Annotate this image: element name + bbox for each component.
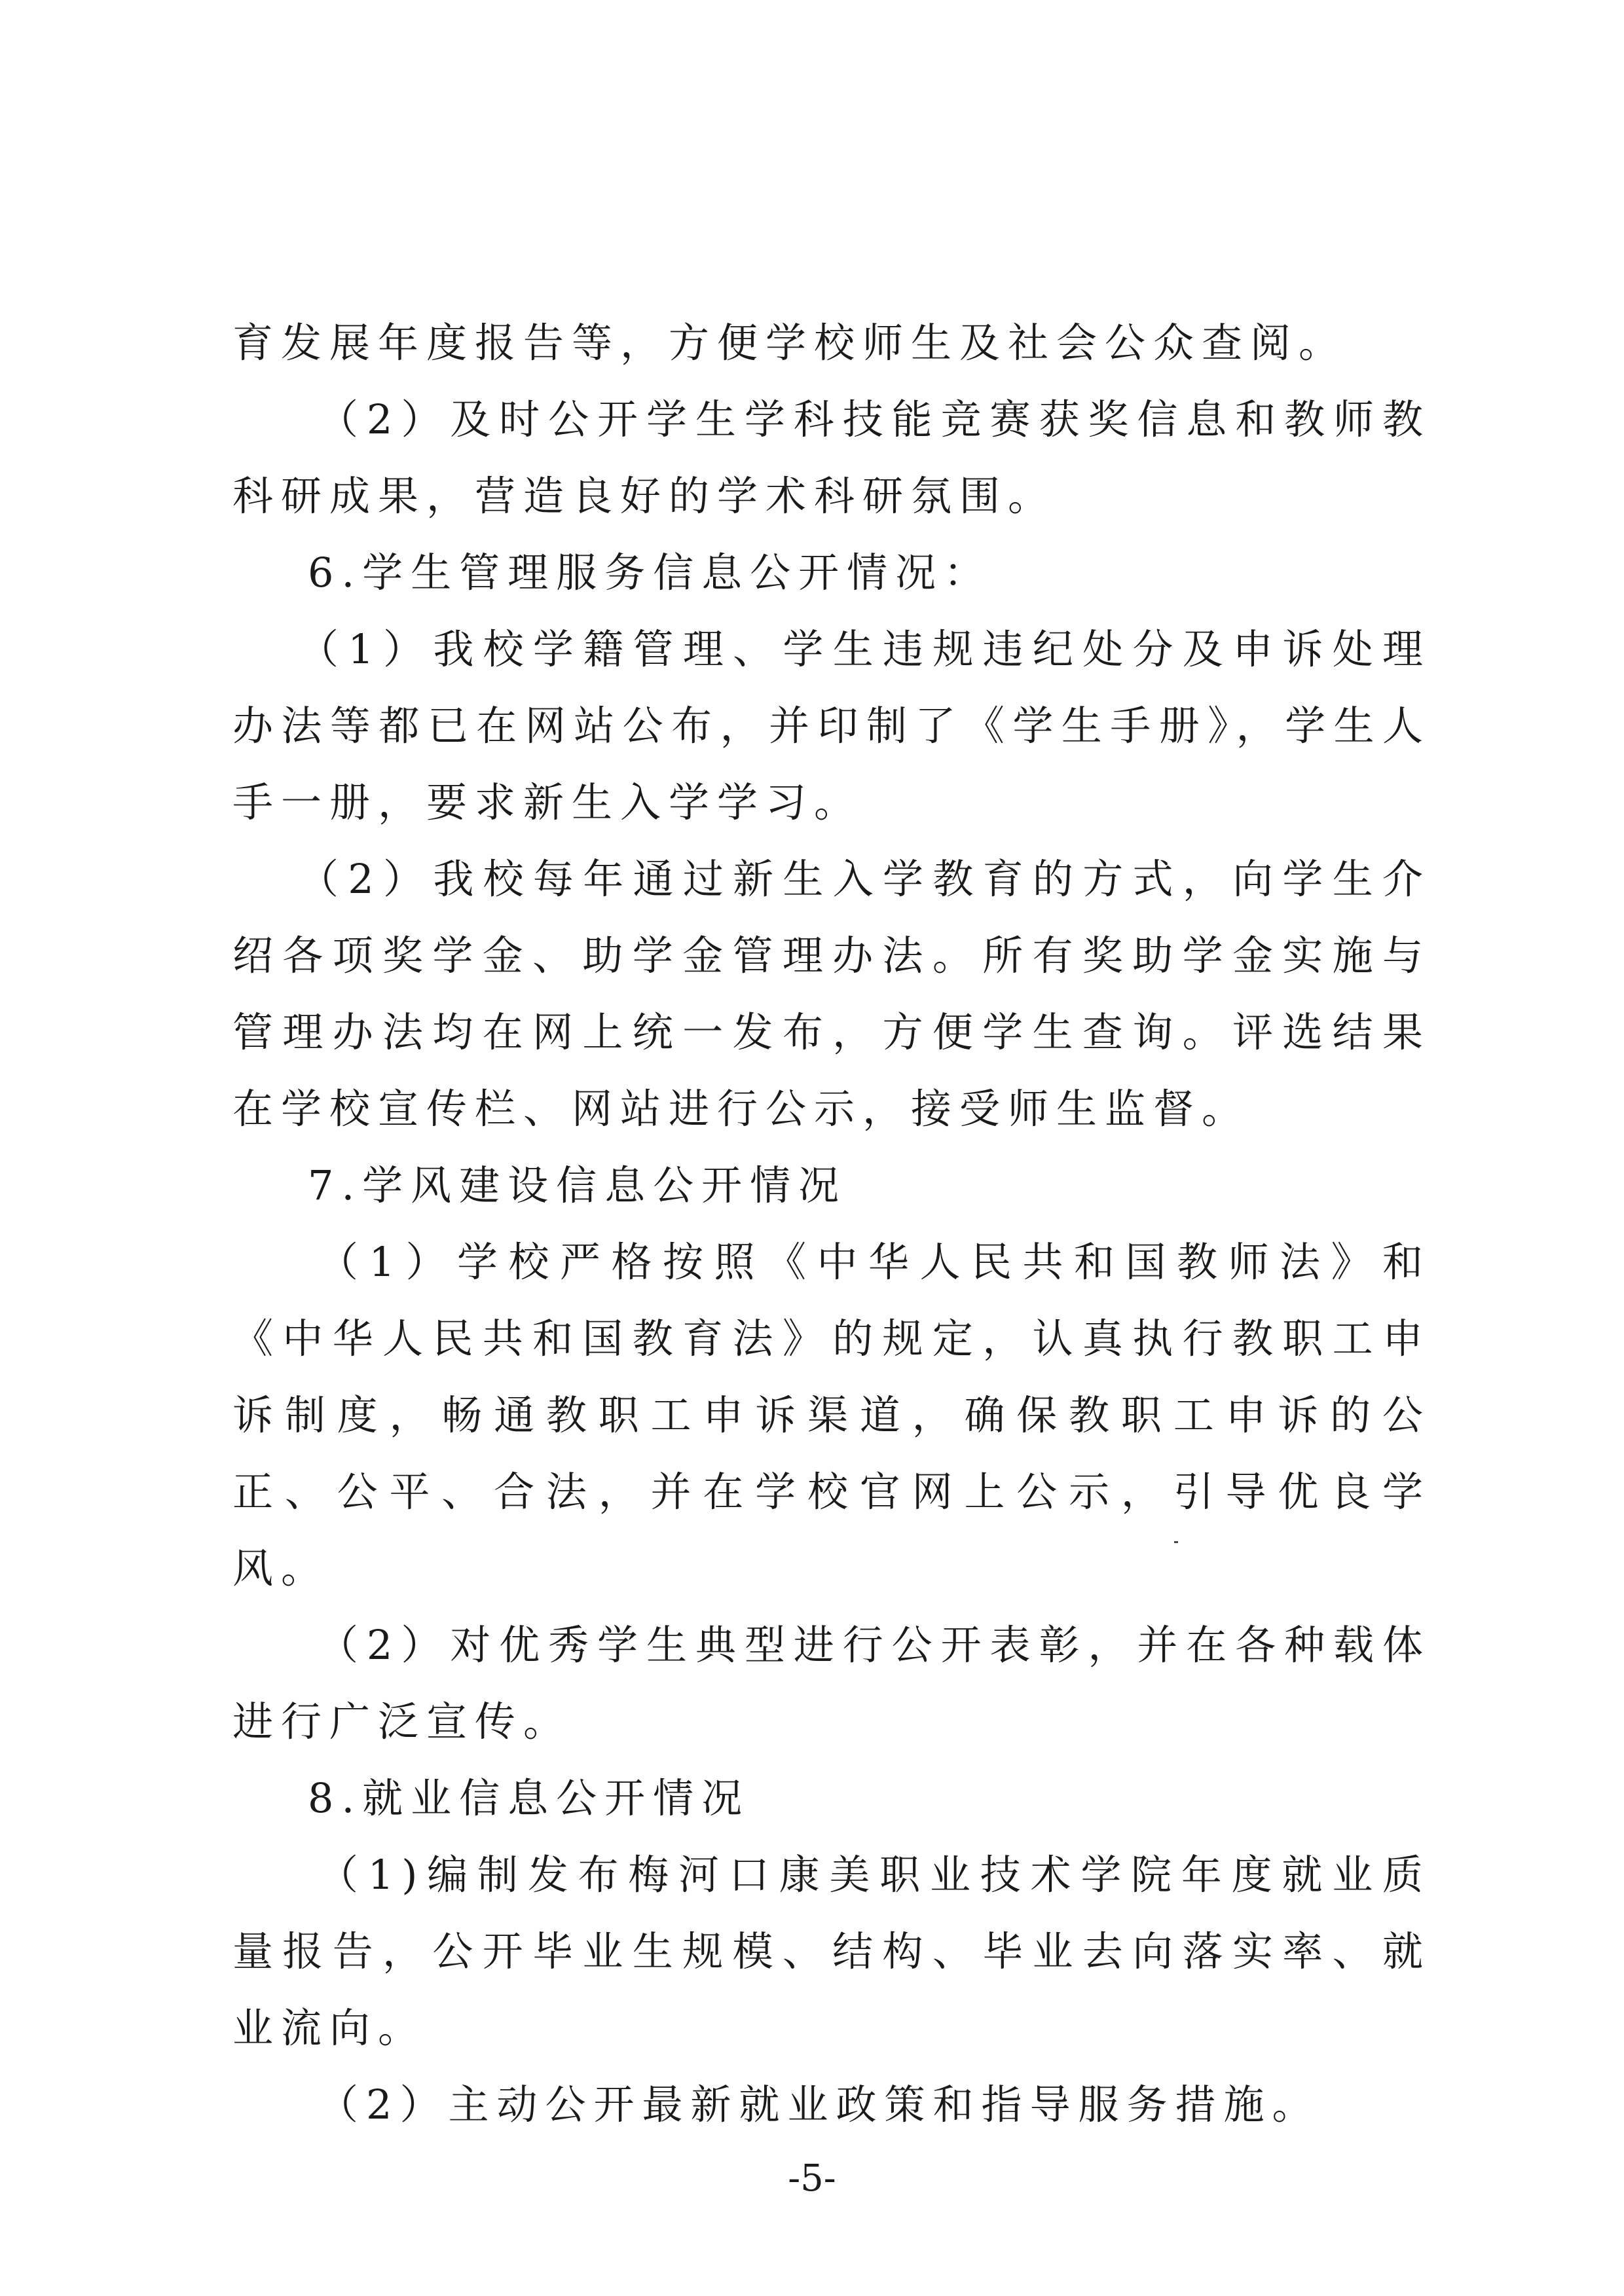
paragraph-employment-policy: （2）主动公开最新就业政策和指导服务措施。 <box>318 2081 1321 2128</box>
document-body <box>232 304 1431 2143</box>
heading-student-management: 6.学生管理服务信息公开情况： <box>308 549 993 596</box>
paragraph-teacher-appeals: （1）学校严格按照《中华人民共和国教师法》和《中华人民共和国教育法》的规定，认真执行教职工申诉制度，畅通教职工申诉渠道，确保教职工申诉的公正、公平、合法，并在学校官网上公示，引导优良学风。 <box>232 1238 1431 1592</box>
paragraph-research-results: （2）及时公开学生学科技能竞赛获奖信息和教师教科研成果，营造良好的学术科研氛围。 <box>232 395 1431 520</box>
paragraph-student-commendation: （2）对优秀学生典型进行公开表彰，并在各种载体进行广泛宣传。 <box>232 1621 1431 1745</box>
paragraph-employment-report: （1)编制发布梅河口康美职业技术学院年度就业质量报告，公开毕业生规模、结构、毕业去向落实率、就业流向。 <box>232 1851 1431 2052</box>
paragraph-student-handbook: （1）我校学籍管理、学生违规违纪处分及申诉处理办法等都已在网站公布，并印制了《学生手册》，学生人手一册，要求新生入学学习。 <box>232 625 1431 826</box>
heading-study-style: 7.学风建设信息公开情况 <box>308 1161 847 1209</box>
paragraph-continuation: 育发展年度报告等，方便学校师生及社会公众查阅。 <box>232 319 1348 367</box>
heading-employment: 8.就业信息公开情况 <box>308 1774 750 1822</box>
page-number: -5- <box>788 2157 836 2200</box>
stray-ink-mark <box>1174 1541 1178 1543</box>
paragraph-scholarships: （2）我校每年通过新生入学教育的方式，向学生介绍各项奖学金、助学金管理办法。所有奖助学金实施与管理办法均在网上统一发布，方便学生查询。评选结果在学校宣传栏、网站进行公示，接受师生监督。 <box>232 855 1431 1133</box>
